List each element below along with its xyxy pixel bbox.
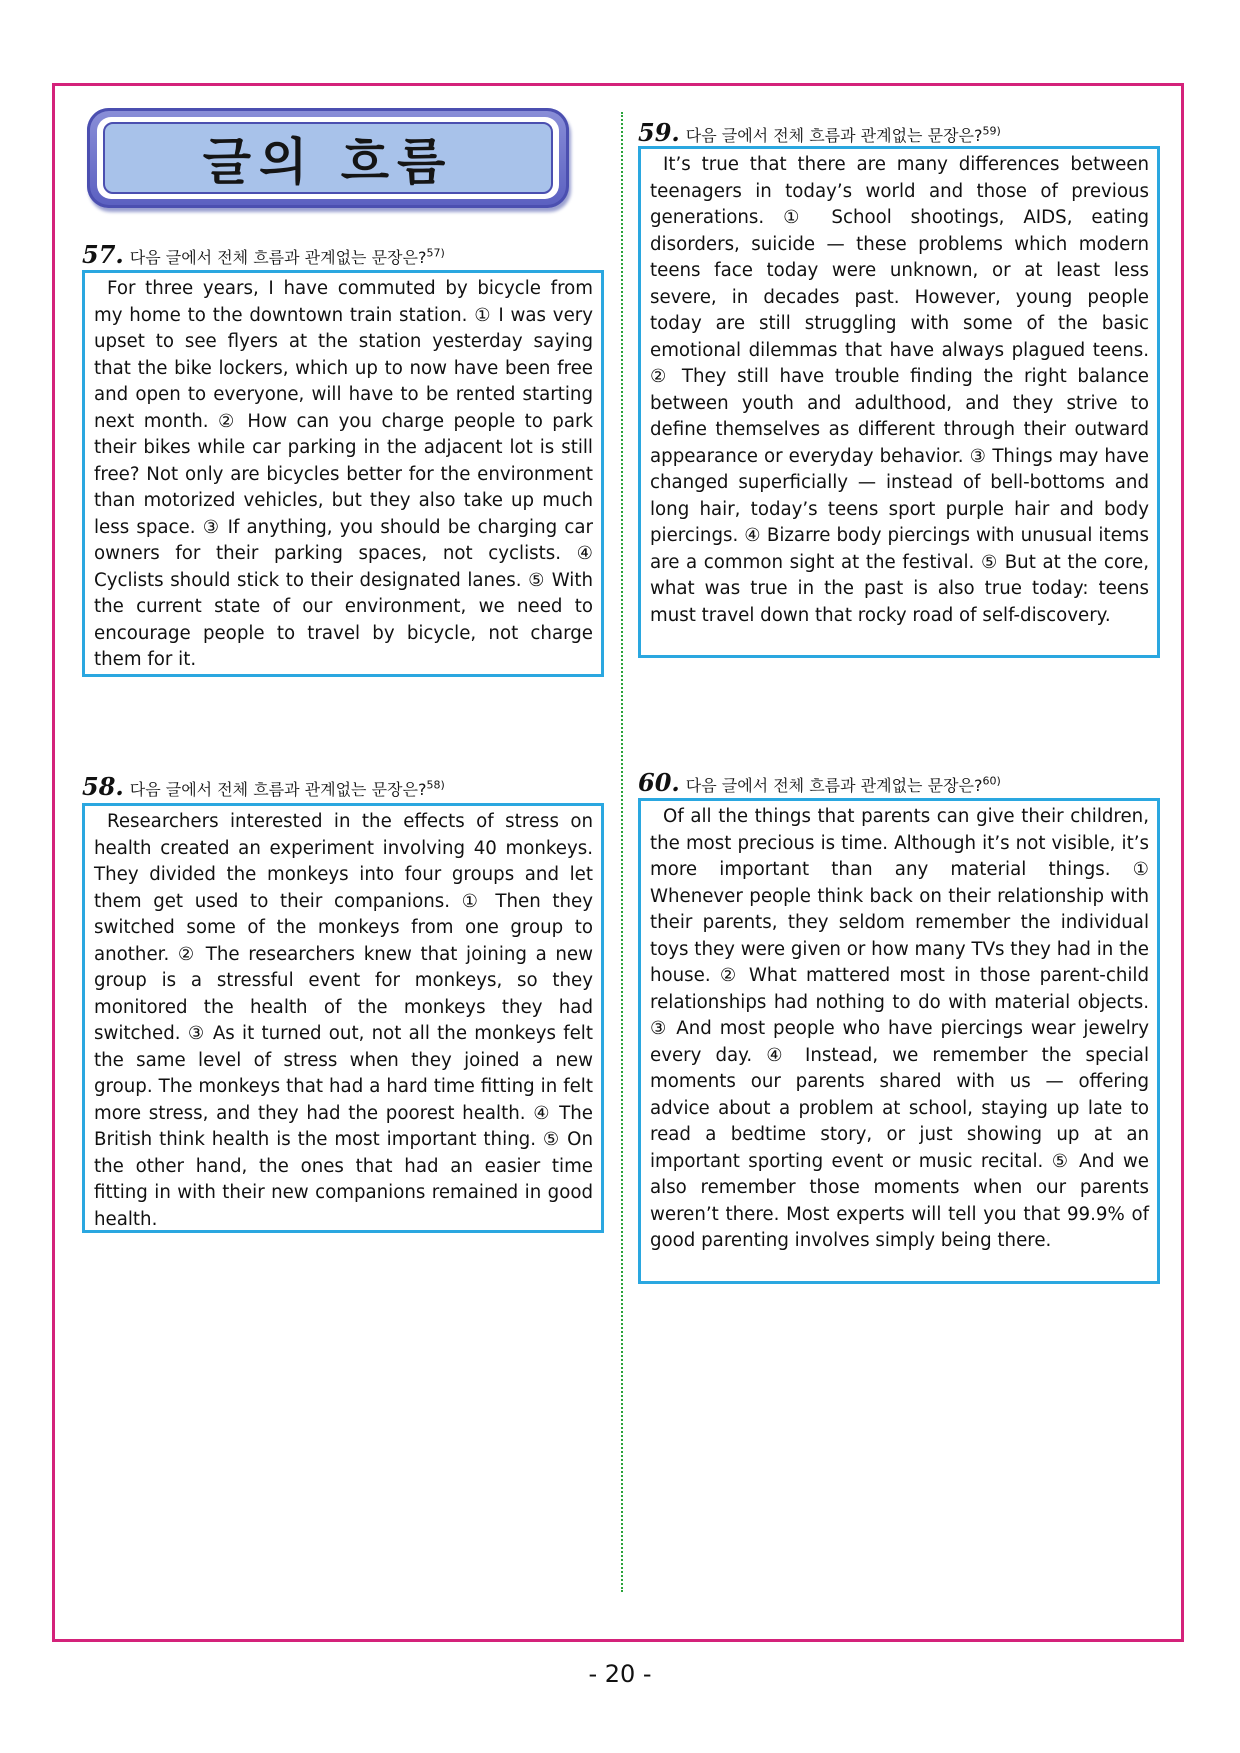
footnote-marker: 58) [426, 778, 445, 792]
footnote-marker: 59) [982, 124, 1001, 138]
question-58-header [82, 772, 445, 801]
question-number: 58. [82, 772, 124, 801]
question-60-passage: Of all the things that parents can give their children, the most precious is time. Although it’s not visible, it’s more important than any material things. ① Whenever people think back on their relationship with their parents, they seldom remember the individual toys they were given or how many TVs they had in the house. ② What mattered most in those parent-child relationships had nothing to do with material objects. ③ And most people who have piercings wear jewelry every day. ④ Instead, we remember the special moments our parents shared with us — offering advice about a problem at school, staying up late to read a bedtime story, or just showing up at an important sporting event or music recital. ⑤ And we also remember those moments when our parents weren’t there. Most experts will tell you that 99.9% of good parenting involves simply being there. [650, 806, 1149, 1251]
question-60-passage-box [638, 798, 1160, 1284]
question-prompt: 다음 글에서 전체 흐름과 관계없는 문장은? [685, 126, 983, 145]
footnote-marker: 60) [982, 774, 1001, 788]
footnote-marker: 57) [426, 246, 445, 260]
question-prompt: 다음 글에서 전체 흐름과 관계없는 문장은? [129, 780, 427, 799]
question-prompt: 다음 글에서 전체 흐름과 관계없는 문장은? [685, 776, 983, 795]
question-58-passage: Researchers interested in the effects of stress on health created an experiment involving 40 monkeys. They divided the monkeys into four groups and let them get used to their companions. ① Then they switched some of the monkeys from one group to another. ② The researchers knew that joining a new group is a stressful event for monkeys, so they monitored the health of the monkeys they had switched. ③ As it turned out, not all the monkeys felt the same level of stress when they joined a new group. The monkeys that had a hard time fitting in felt more stress, and they had the poorest health. ④ The British think health is the most important thing. ⑤ On the other hand, the ones that had an easier time fitting in with their new companions remained in good health. [94, 811, 593, 1230]
question-number: 60. [638, 768, 680, 797]
page-number: - 20 - [588, 1660, 652, 1688]
question-number: 57. [82, 240, 124, 269]
section-banner [87, 108, 569, 208]
question-57-passage-box [82, 270, 604, 677]
question-60-header [638, 768, 1001, 797]
question-57-header [82, 240, 445, 269]
question-59-header [638, 118, 1001, 147]
question-59-passage-box [638, 146, 1160, 658]
question-59-passage: It’s true that there are many differences between teenagers in today’s world and those of previous generations. ① School shootings, AIDS, eating disorders, suicide — these problems which modern teens face today were unknown, or at least less severe, in decades past. However, young people today are still struggling with some of the basic emotional dilemmas that have always plagued teens. ② They still have trouble finding the right balance between youth and adulthood, and they strive to define themselves as different through their outward appearance or everyday behavior. ③ Things may have changed superficially — instead of bell-bottoms and long hair, today’s teens sport purple hair and body piercings. ④ Bizarre body piercings with unusual items are a common sight at the festival. ⑤ But at the core, what was true in the past is also true today: teens must travel down that rocky road of self-discovery. [650, 154, 1149, 626]
question-58-passage-box [82, 803, 604, 1233]
column-divider [621, 112, 623, 1592]
question-number: 59. [638, 118, 680, 147]
question-prompt: 다음 글에서 전체 흐름과 관계없는 문장은? [129, 248, 427, 267]
question-57-passage: For three years, I have commuted by bicycle from my home to the downtown train station. ① I was very upset to see flyers at the station yesterday saying that the bike lockers, which up to now have been free and open to everyone, will have to be rented starting next month. ② How can you charge people to park their bikes while car parking in the adjacent lot is still free? Not only are bicycles better for the environment than motorized vehicles, but they also take up much less space. ③ If anything, you should be charging car owners for their parking spaces, not cyclists. ④ Cyclists should stick to their designated lanes. ⑤ With the current state of our environment, we need to encourage people to travel by bicycle, not charge them for it. [94, 278, 593, 670]
section-title: 글의 흐름 [202, 133, 454, 191]
